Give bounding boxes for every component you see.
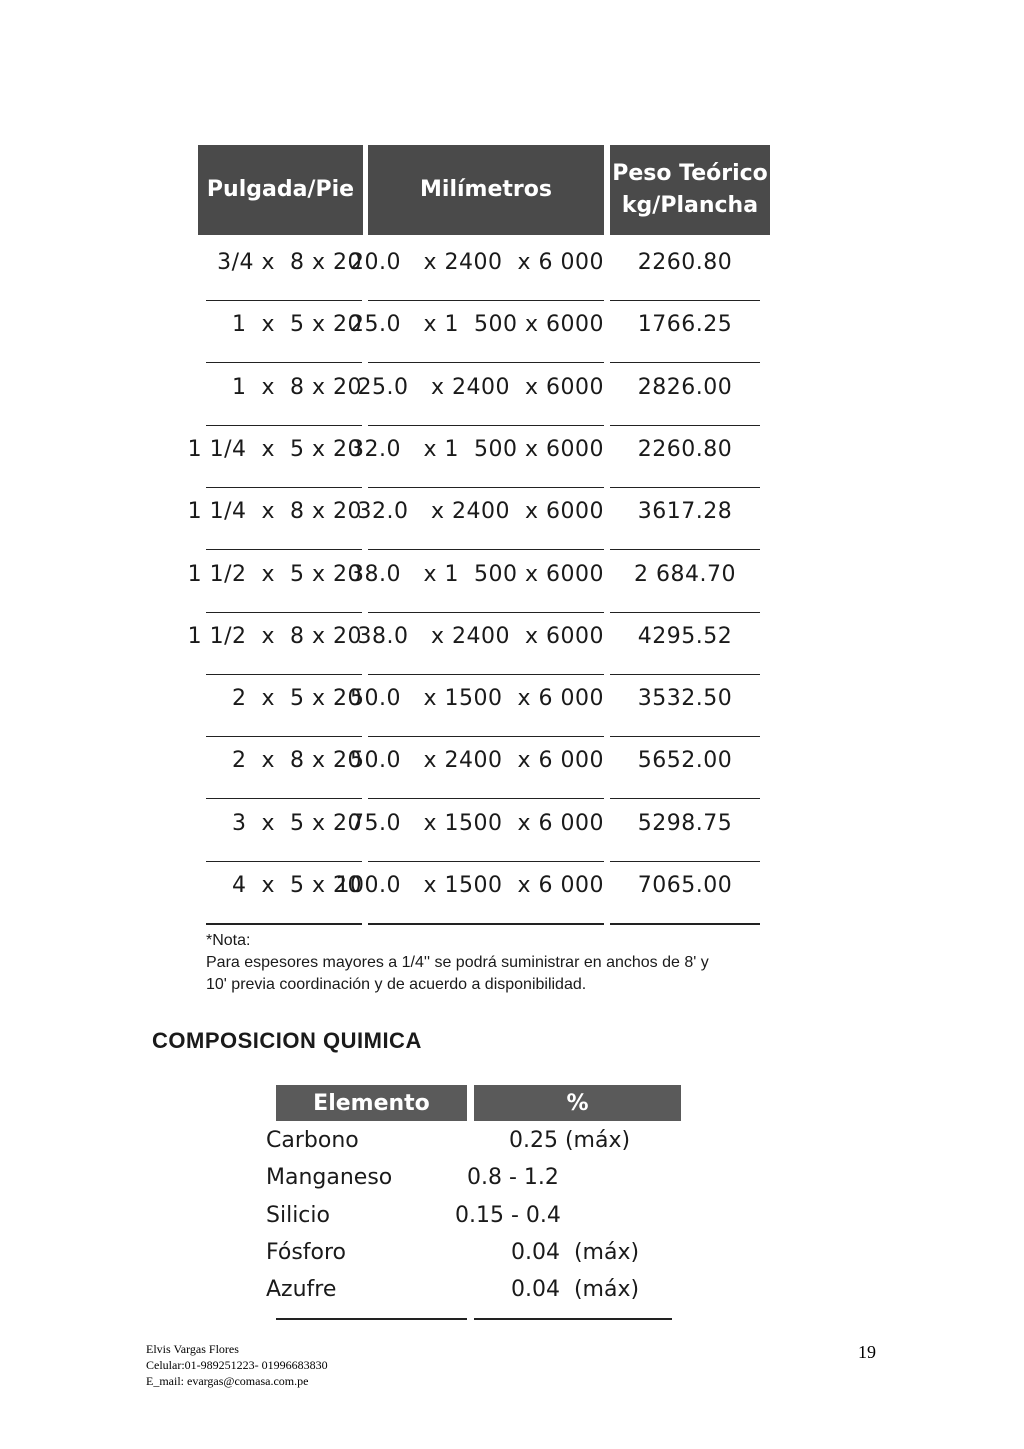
cell-weight: 3532.50 bbox=[637, 686, 733, 712]
table-row bbox=[198, 360, 770, 422]
header-theoretical-weight bbox=[610, 145, 770, 235]
note-label: *Nota: bbox=[206, 932, 251, 949]
table-row bbox=[198, 297, 770, 359]
row-divider bbox=[610, 923, 760, 925]
chem-value: 0.04 (máx) bbox=[511, 1240, 640, 1265]
cell-weight: 7065.00 bbox=[637, 873, 733, 898]
chem-value: 0.15 - 0.4 bbox=[455, 1203, 561, 1228]
cell-weight: 4295.52 bbox=[637, 623, 733, 649]
row-divider bbox=[206, 923, 362, 925]
header-theoretical-weight-label: Peso Teórico kg/Plancha bbox=[612, 161, 768, 218]
cell-millimeters: 25.0 x 2400 x 6000 bbox=[357, 374, 604, 400]
header-element: Elemento bbox=[276, 1085, 467, 1121]
cell-inch: 1 x 8 x 20 bbox=[232, 374, 362, 400]
footer-email: E_mail: evargas@comasa.com.pe bbox=[146, 1374, 309, 1388]
cell-inch: 1 1/4 x 5 x 20 bbox=[187, 436, 362, 462]
chem-element: Silicio bbox=[266, 1203, 330, 1228]
cell-weight: 5652.00 bbox=[637, 748, 733, 774]
cell-inch: 2 x 5 x 20 bbox=[232, 686, 362, 712]
page-number: 19 bbox=[858, 1342, 876, 1362]
cell-millimeters: 38.0 x 2400 x 6000 bbox=[357, 623, 604, 649]
note-line-2: 10' previa coordinación y de acuerdo a disponibilidad. bbox=[206, 976, 587, 993]
cell-millimeters: 100.0 x 1500 x 6 000 bbox=[335, 873, 604, 898]
cell-inch: 4 x 5 x 20 bbox=[232, 873, 362, 898]
cell-weight: 2260.80 bbox=[637, 250, 733, 275]
cell-millimeters: 25.0 x 1 500 x 6000 bbox=[350, 312, 604, 338]
cell-inch: 1 1/4 x 8 x 20 bbox=[187, 499, 362, 525]
cell-weight: 1766.25 bbox=[637, 312, 733, 338]
chem-element: Azufre bbox=[266, 1277, 337, 1302]
chem-value: 0.8 - 1.2 bbox=[467, 1165, 559, 1190]
cell-inch: 1 1/2 x 5 x 20 bbox=[187, 561, 362, 587]
cell-weight: 2 684.70 bbox=[634, 561, 736, 587]
cell-millimeters: 75.0 x 1500 x 6 000 bbox=[350, 810, 604, 836]
table-row bbox=[187, 609, 770, 671]
table-row bbox=[198, 671, 770, 733]
chem-rule-right bbox=[474, 1318, 672, 1320]
footer-name: Elvis Vargas Flores bbox=[146, 1342, 239, 1356]
cell-inch: 1 x 5 x 20 bbox=[232, 312, 362, 338]
note-line-1: Para espesores mayores a 1/4'' se podrá suministrar en anchos de 8' y bbox=[206, 954, 709, 971]
cell-millimeters: 50.0 x 2400 x 6 000 bbox=[350, 748, 604, 774]
table-row bbox=[187, 484, 770, 546]
chem-rule-left bbox=[276, 1318, 467, 1320]
cell-inch: 1 1/2 x 8 x 20 bbox=[187, 623, 362, 649]
table-row bbox=[187, 422, 770, 484]
cell-inch: 3 x 5 x 20 bbox=[232, 810, 362, 836]
chem-element: Fósforo bbox=[266, 1240, 347, 1265]
cell-weight: 2260.80 bbox=[637, 436, 733, 462]
section-title-chemical-composition: COMPOSICION QUIMICA bbox=[152, 1028, 422, 1053]
chem-value: 0.04 (máx) bbox=[511, 1277, 640, 1302]
cell-weight: 3617.28 bbox=[637, 499, 733, 525]
note bbox=[206, 930, 766, 996]
table-row bbox=[198, 858, 770, 920]
cell-weight: 5298.75 bbox=[637, 810, 733, 836]
cell-millimeters: 20.0 x 2400 x 6 000 bbox=[350, 250, 604, 275]
cell-millimeters: 38.0 x 1 500 x 6000 bbox=[350, 561, 604, 587]
chem-element: Carbono bbox=[266, 1128, 359, 1153]
cell-millimeters: 32.0 x 1 500 x 6000 bbox=[350, 436, 604, 462]
table-header bbox=[198, 145, 770, 235]
footer-contact bbox=[146, 1341, 328, 1389]
footer-phone: Celular:01-989251223- 01996683830 bbox=[146, 1358, 328, 1372]
chem-element: Manganeso bbox=[266, 1165, 393, 1190]
cell-millimeters: 50.0 x 1500 x 6 000 bbox=[350, 686, 604, 712]
cell-inch: 3/4 x 8 x 20 bbox=[217, 250, 362, 275]
header-percent: % bbox=[474, 1085, 681, 1121]
cell-inch: 2 x 8 x 20 bbox=[232, 748, 362, 774]
cell-weight: 2826.00 bbox=[637, 374, 733, 400]
chem-value: 0.25 (máx) bbox=[509, 1128, 631, 1153]
header-millimeters: Milímetros bbox=[368, 145, 604, 235]
plate-weight-table bbox=[187, 145, 770, 898]
cell-millimeters: 32.0 x 2400 x 6000 bbox=[357, 499, 604, 525]
row-divider bbox=[368, 923, 604, 925]
table-row bbox=[198, 235, 770, 297]
table-row bbox=[198, 796, 770, 858]
table-row bbox=[198, 733, 770, 795]
header-inch-foot: Pulgada/Pie bbox=[198, 145, 363, 235]
table-row bbox=[187, 547, 770, 609]
